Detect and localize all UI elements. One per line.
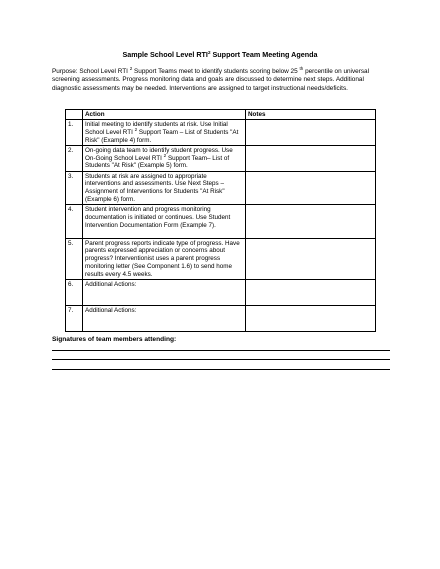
notes-cell[interactable] [246, 171, 376, 205]
table-row [66, 238, 376, 280]
table-row [66, 171, 376, 205]
signature-line[interactable] [52, 359, 390, 360]
signature-line[interactable] [52, 350, 390, 351]
action-column-header: Action [83, 110, 246, 120]
notes-cell[interactable] [246, 306, 376, 332]
signature-line[interactable] [52, 369, 390, 370]
row-number: 2. [66, 146, 83, 172]
notes-cell[interactable] [246, 280, 376, 306]
page-title: Sample School Level RTI$^2$ Support Team Meeting Agenda [122, 50, 318, 59]
action-cell: Initial meeting to identify students at risk. Use Initial School Level RTI $^2$ Support Team – List of Students "At Risk" (Example 4) form. [83, 120, 246, 146]
table-row [66, 306, 376, 332]
row-number: 3. [66, 171, 83, 205]
notes-cell[interactable] [246, 238, 376, 280]
purpose-paragraph: Purpose: School Level RTI $^2$ Support Teams meet to identify students scoring below 25 $^{th}$ percentile on universal screening assessments. Progress monitoring data and goals are discussed to determine next steps. Additional diagnostic assessments may be needed. Interventions are assigned to target instructional needs/deficits. [52, 66, 370, 92]
agenda-table [65, 109, 376, 332]
row-number: 4. [66, 205, 83, 239]
action-cell: On-going data team to identify student progress. Use On-Going School Level RTI $^2$ Support Team– List of Students "At Risk" (Example 5) form. [83, 146, 246, 172]
table-row [66, 280, 376, 306]
row-number: 6. [66, 280, 83, 306]
table-row [66, 120, 376, 146]
action-cell[interactable]: Additional Actions: [83, 306, 246, 332]
number-column-header [66, 110, 83, 120]
notes-column-header: Notes [246, 110, 376, 120]
signatures-heading: Signatures of team members attending: [52, 336, 177, 343]
action-cell: Students at risk are assigned to appropriate interventions and assessments. Use Next Steps – Assignment of Interventions for Students "At Risk" (Example 6) form. [83, 171, 246, 205]
notes-cell[interactable] [246, 120, 376, 146]
table-row [66, 146, 376, 172]
action-cell[interactable]: Additional Actions: [83, 280, 246, 306]
table-row [66, 205, 376, 239]
action-cell: Parent progress reports indicate type of progress. Have parents expressed appreciation or concerns about progress? Interventionist uses a parent progress monitoring letter (See Component 1.6) to send home results every 4.5 weeks. [83, 238, 246, 280]
notes-cell[interactable] [246, 146, 376, 172]
table-header-row [66, 110, 376, 120]
row-number: 7. [66, 306, 83, 332]
row-number: 1. [66, 120, 83, 146]
notes-cell[interactable] [246, 205, 376, 239]
action-cell: Student intervention and progress monitoring documentation is initiated or continues. Use Student Intervention Documentation Form (Example 7). [83, 205, 246, 239]
row-number: 5. [66, 238, 83, 280]
